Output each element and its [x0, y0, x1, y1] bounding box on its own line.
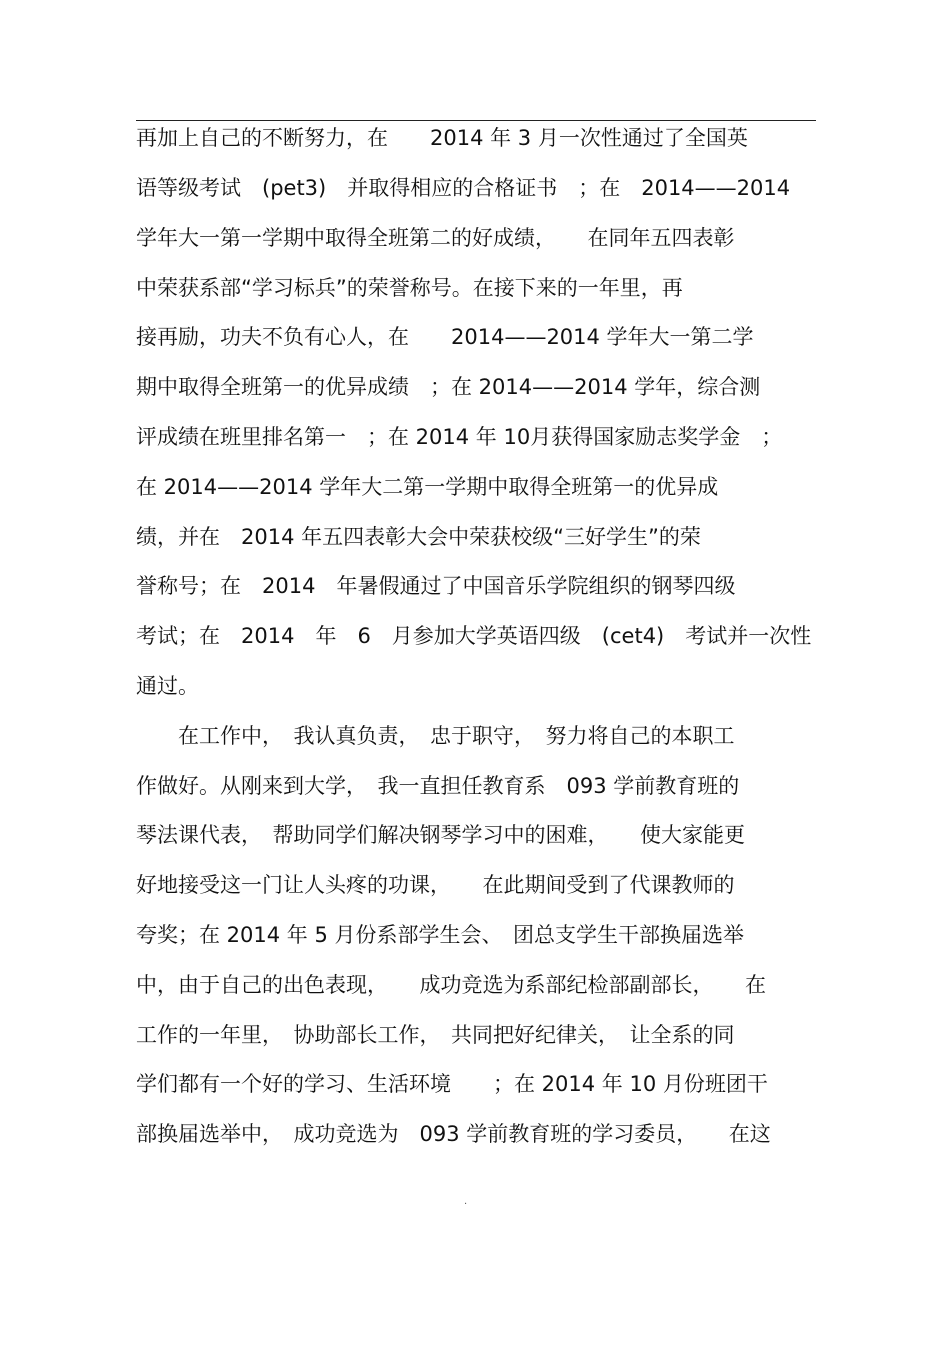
text-line: 部换届选举中， 成功竞选为 093 学前教育班的学习委员， 在这 — [136, 1122, 771, 1146]
text-line: 誉称号；在 2014 年暑假通过了中国音乐学院组织的钢琴四级 — [136, 574, 736, 598]
text-line: 琴法课代表， 帮助同学们解决钢琴学习中的困难， 使大家能更 — [136, 823, 745, 847]
text-line: 工作的一年里， 协助部长工作， 共同把好纪律关， 让全系的同 — [136, 1023, 735, 1047]
text-line: 学年大一第一学期中取得全班第二的好成绩， 在同年五四表彰 — [136, 226, 735, 250]
page-footer-mark: . — [464, 1196, 468, 1207]
text-line: 中荣获系部“学习标兵”的荣誉称号。在接下来的一年里，再 — [136, 276, 683, 300]
text-line: 期中取得全班第一的优异成绩 ；在 2014——2014 学年，综合测 — [136, 375, 761, 399]
text-line: 在工作中， 我认真负责， 忠于职守， 努力将自己的本职工 — [136, 724, 735, 748]
text-line: 再加上自己的不断努力，在 2014 年 3 月一次性通过了全国英 — [136, 126, 748, 150]
text-line: 接再励，功夫不负有心人，在 2014——2014 学年大一第二学 — [136, 325, 754, 349]
text-line: 绩，并在 2014 年五四表彰大会中荣获校级“三好学生”的荣 — [136, 525, 701, 549]
text-line: 在 2014——2014 学年大二第一学期中取得全班第一的优异成 — [136, 475, 719, 499]
header-rule — [136, 120, 816, 121]
text-line: 评成绩在班里排名第一 ；在 2014 年 10月获得国家励志奖学金 ； — [136, 425, 783, 449]
text-line: 好地接受这一门让人头疼的功课， 在此期间受到了代课教师的 — [136, 873, 735, 897]
text-line: 中，由于自己的出色表现， 成功竞选为系部纪检部副部长， 在 — [136, 973, 766, 997]
text-line: 通过。 — [136, 674, 199, 698]
text-line: 语等级考试 (pet3) 并取得相应的合格证书 ；在 2014——2014 — [136, 176, 791, 200]
text-line: 学们都有一个好的学习、生活环境 ；在 2014 年 10 月份班团干 — [136, 1072, 768, 1096]
text-line: 作做好。从刚来到大学， 我一直担任教育系 093 学前教育班的 — [136, 774, 740, 798]
text-line: 夸奖；在 2014 年 5 月份系部学生会、 团总支学生干部换届选举 — [136, 923, 745, 947]
text-line: 考试；在 2014 年 6 月参加大学英语四级 (cet4) 考试并一次性 — [136, 624, 812, 648]
